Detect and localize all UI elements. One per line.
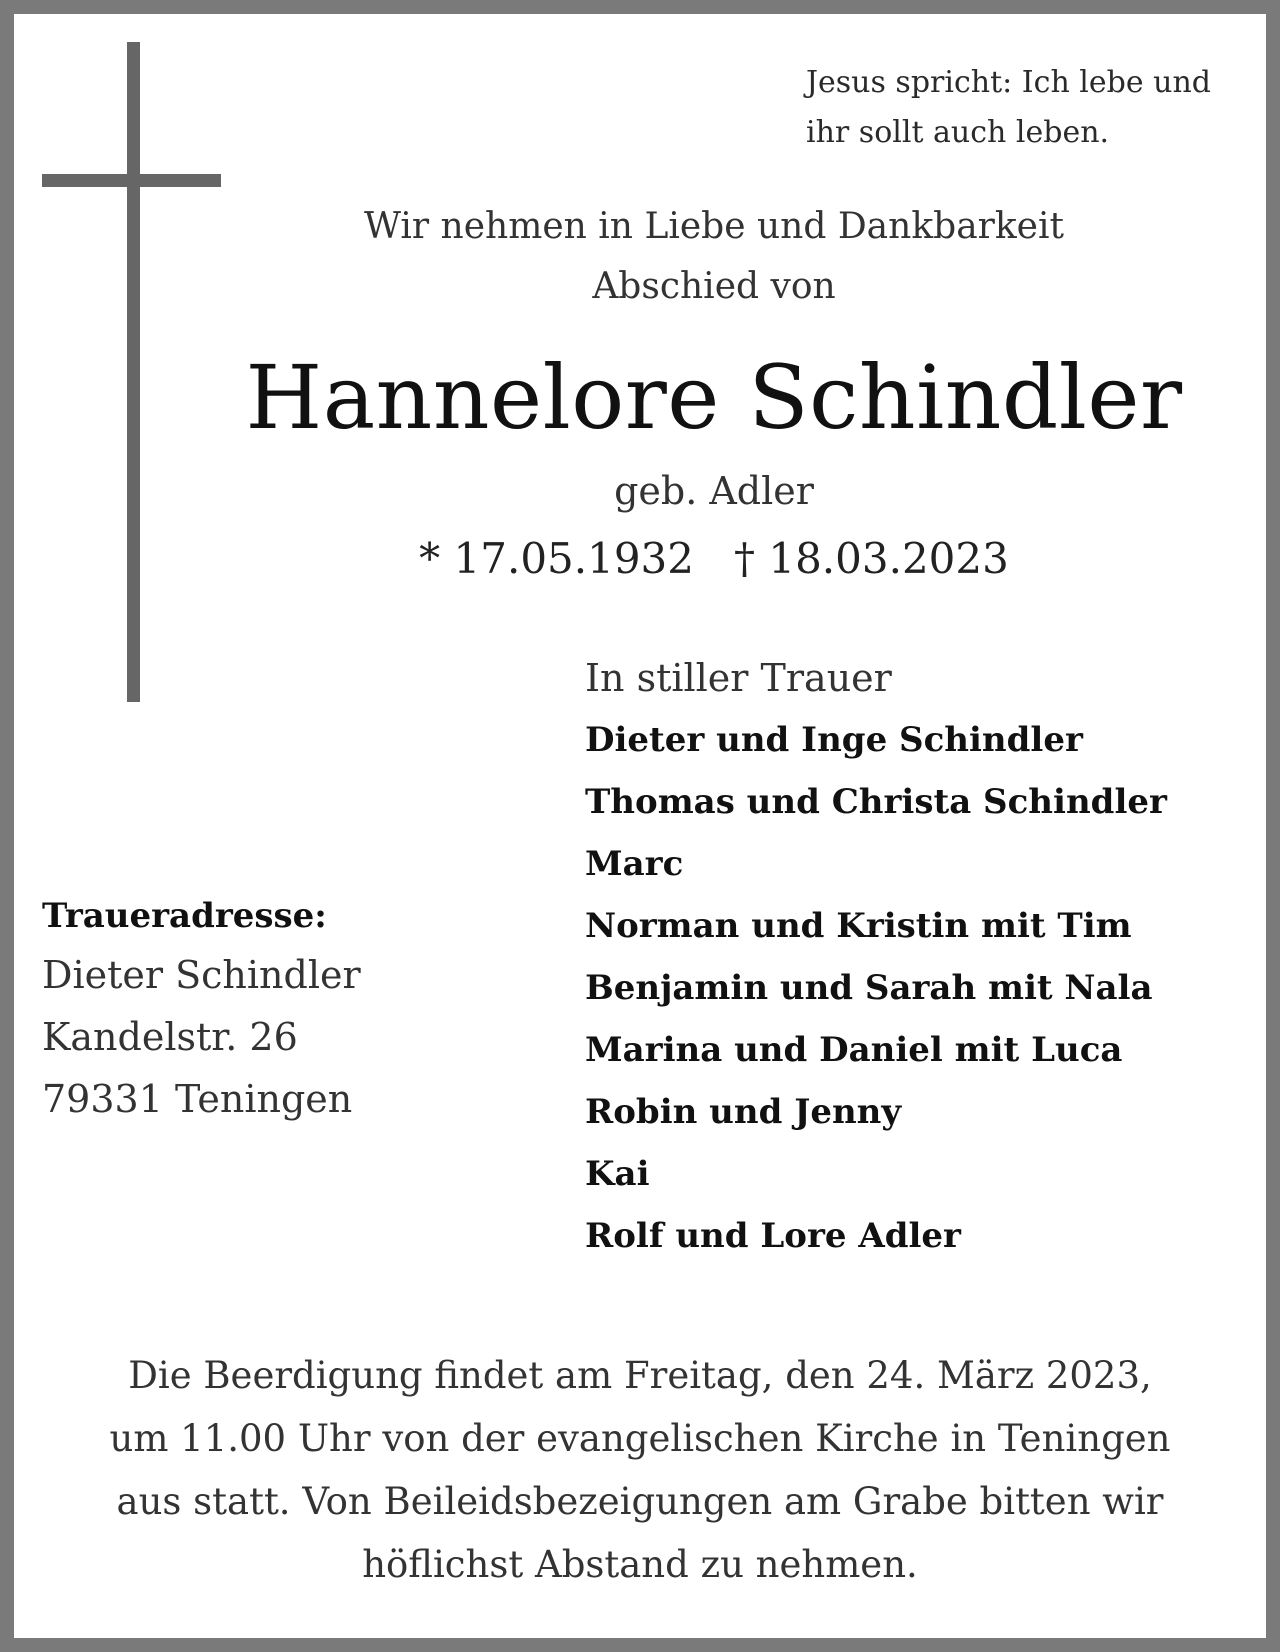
mourners-heading: In stiller Trauer <box>585 656 892 700</box>
address-line: Dieter Schindler <box>42 953 361 997</box>
bible-verse <box>806 58 1246 158</box>
mourner-name: Norman und Kristin mit Tim <box>585 906 1132 946</box>
maiden-name: geb. Adler <box>614 469 814 513</box>
funeral-line: um 11.00 Uhr von der evangelischen Kirche in Teningen <box>109 1417 1171 1460</box>
mourner-name: Thomas und Christa Schindler <box>585 782 1167 822</box>
mourners-list <box>585 648 1255 1267</box>
mourner-name: Marc <box>585 844 684 884</box>
obituary-card <box>14 14 1266 1638</box>
verse-line: Jesus spricht: Ich lebe und <box>806 65 1211 100</box>
mourning-address <box>42 888 462 1130</box>
birth-date: * 17.05.1932 <box>419 534 694 583</box>
intro-line: Abschied von <box>592 266 836 307</box>
cross-icon-vertical-bar <box>127 42 140 702</box>
funeral-line: aus statt. Von Beileidsbezeigungen am Grabe bitten wir <box>116 1480 1164 1523</box>
life-dates <box>214 530 1214 588</box>
death-date: † 18.03.2023 <box>734 534 1009 583</box>
deceased-name: Hannelore Schindler <box>245 346 1183 449</box>
mourner-name: Benjamin und Sarah mit Nala <box>585 968 1153 1008</box>
verse-line: ihr sollt auch leben. <box>806 115 1110 150</box>
mourner-name: Marina und Daniel mit Luca <box>585 1030 1123 1070</box>
address-line: 79331 Teningen <box>42 1077 353 1121</box>
cross-icon-horizontal-bar <box>42 174 221 187</box>
intro-line: Wir nehmen in Liebe und Dankbarkeit <box>364 206 1064 247</box>
funeral-line: höflichst Abstand zu nehmen. <box>362 1543 918 1586</box>
mourner-name: Robin und Jenny <box>585 1092 902 1132</box>
mourner-name: Dieter und Inge Schindler <box>585 720 1083 760</box>
address-title: Traueradresse: <box>42 896 327 936</box>
mourner-name: Rolf und Lore Adler <box>585 1216 961 1256</box>
funeral-notice <box>44 1344 1236 1596</box>
funeral-line: Die Beerdigung findet am Freitag, den 24. März 2023, <box>128 1354 1152 1397</box>
mourner-name: Kai <box>585 1154 650 1194</box>
address-line: Kandelstr. 26 <box>42 1015 298 1059</box>
intro-text <box>214 197 1214 317</box>
